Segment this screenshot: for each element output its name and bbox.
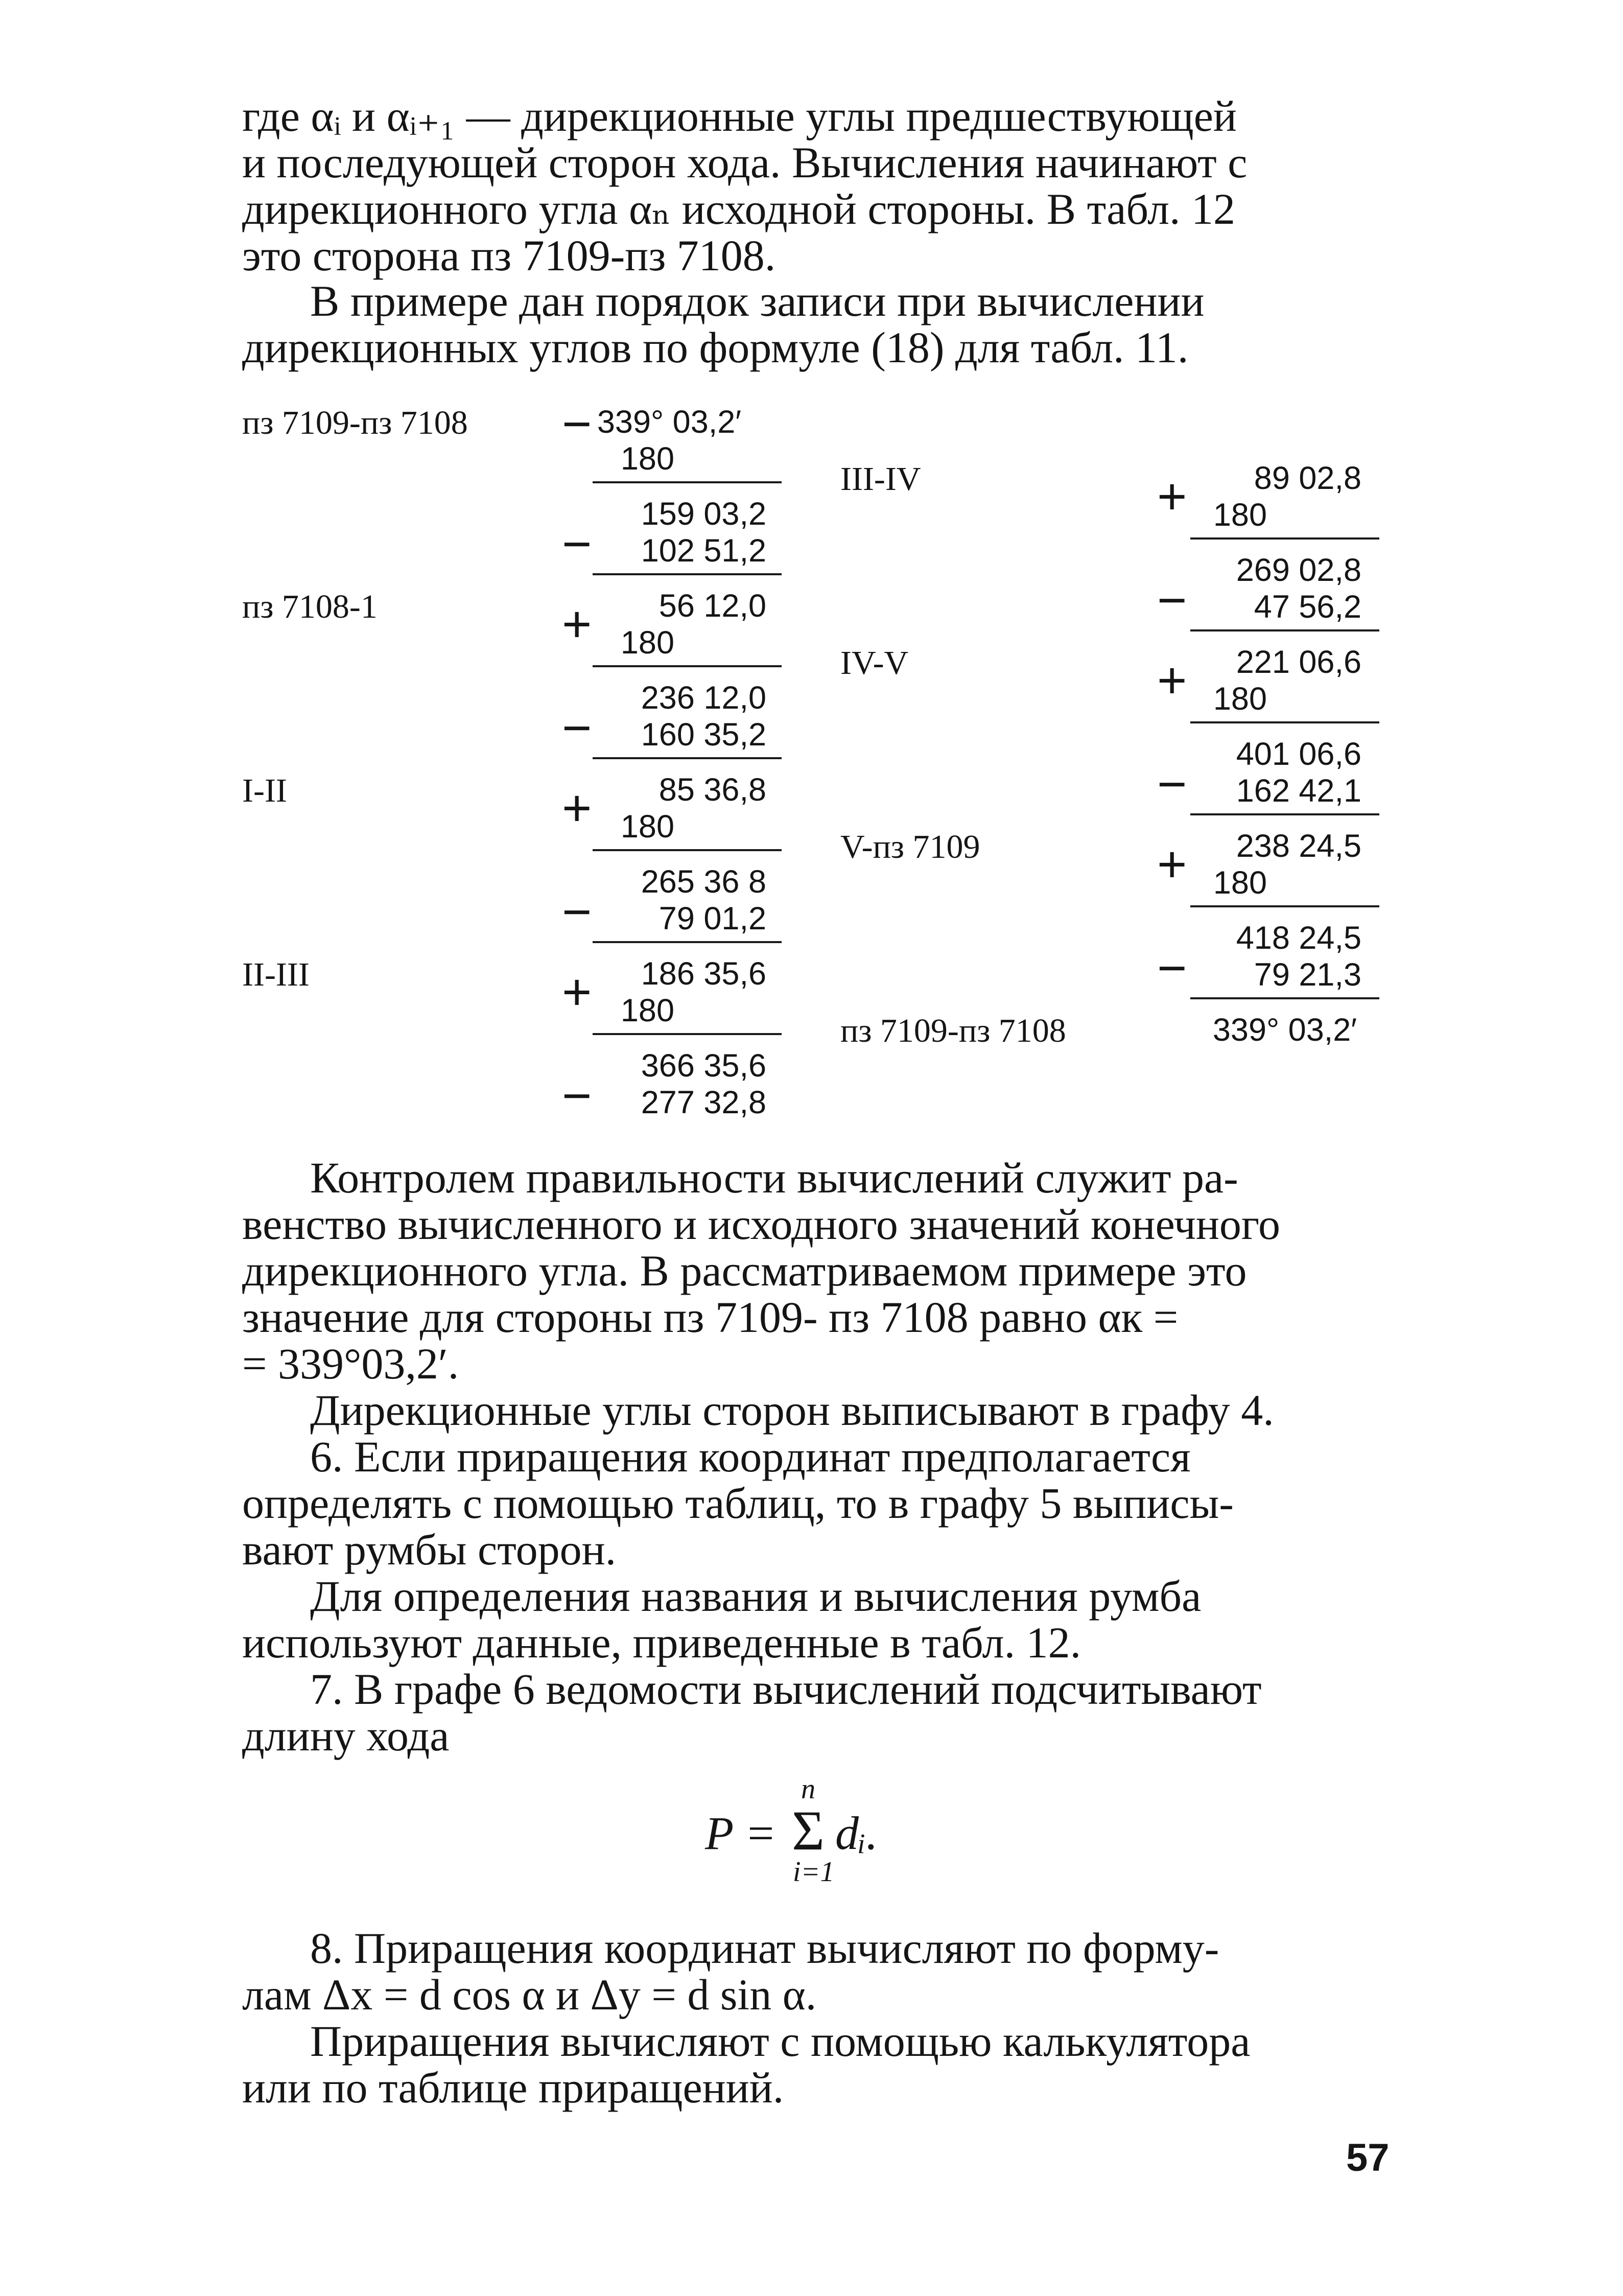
sum-rule	[593, 1033, 782, 1035]
side-label: V-пз 7109	[840, 828, 980, 865]
sum-rule	[593, 573, 782, 575]
minus-sign: −	[562, 395, 592, 453]
sum-rule	[593, 481, 782, 483]
minus-sign: −	[1157, 756, 1187, 813]
formula-lhs: P =	[705, 1807, 777, 1859]
formula-lower-limit: i=1	[793, 1856, 835, 1888]
calc-value: 85 36,8	[658, 772, 766, 808]
calc-value: 366 35,6	[641, 1048, 766, 1084]
calc-value: 160 35,2	[641, 717, 766, 753]
calc-value: 401 06,6	[1236, 736, 1361, 772]
text-line: 8. Приращения координат вычисляют по форму-	[310, 1924, 1219, 1973]
plus-sign: +	[562, 964, 592, 1021]
side-label: пз 7109-пз 7108	[242, 404, 468, 441]
text-line: лам Δx = d cos α и Δy = d sin α.	[242, 1970, 817, 2019]
calc-value: 180	[620, 993, 674, 1028]
sum-rule	[1190, 721, 1379, 723]
text-line: 6. Если приращения координат предполагается	[310, 1432, 1191, 1481]
increments-paragraph	[242, 1925, 1389, 2111]
text-line: дирекционного угла αₙ исходной стороны. В табл. 12	[242, 184, 1235, 233]
calc-value: 79 21,3	[1254, 957, 1361, 993]
minus-sign: −	[562, 516, 592, 573]
text-line: дирекционных углов по формуле (18) для табл. 11.	[242, 323, 1189, 372]
calc-value: 180	[1213, 497, 1267, 533]
side-label: IV-V	[840, 644, 909, 682]
text-line: или по таблице приращений.	[242, 2063, 784, 2112]
plus-sign: +	[1157, 468, 1187, 525]
sigma-symbol: Σ	[792, 1799, 825, 1862]
sum-rule	[593, 757, 782, 759]
minus-sign: −	[1157, 572, 1187, 629]
sum-rule	[1190, 997, 1379, 999]
text-line: вают румбы сторон.	[242, 1525, 617, 1574]
minus-sign: −	[1157, 940, 1187, 997]
calc-value: 180	[620, 441, 674, 477]
sum-rule	[593, 665, 782, 667]
calc-value: 162 42,1	[1236, 773, 1361, 809]
calc-value: 339° 03,2′	[597, 404, 742, 440]
calc-value: 180	[620, 625, 674, 661]
page-number: 57	[1346, 2136, 1390, 2180]
text-line: дирекционного угла. В рассматриваемом примере это	[242, 1246, 1247, 1295]
calc-value: 236 12,0	[641, 680, 766, 716]
calc-value: 102 51,2	[641, 533, 766, 569]
side-label: пз 7109-пз 7108	[840, 1012, 1066, 1049]
calc-value: 269 02,8	[1236, 552, 1361, 588]
sum-rule	[1190, 813, 1379, 815]
sum-rule	[1190, 905, 1379, 907]
text-line: 7. В графе 6 ведомости вычислений подсчитывают	[310, 1665, 1262, 1714]
calc-value: 186 35,6	[641, 956, 766, 992]
calc-value: 221 06,6	[1236, 644, 1361, 680]
text-line: значение для стороны пз 7109- пз 7108 равно αк =	[242, 1293, 1179, 1342]
minus-sign: −	[562, 1067, 592, 1124]
sum-rule	[593, 941, 782, 943]
text-line: Контролем правильности вычислений служит ра-	[310, 1153, 1238, 1202]
side-label: пз 7108-1	[242, 588, 378, 625]
text-line: = 339°03,2′.	[242, 1339, 459, 1388]
calc-value: 180	[1213, 865, 1267, 901]
text-line: Для определения названия и вычисления румба	[310, 1572, 1202, 1621]
text-line: используют данные, приведенные в табл. 12.	[242, 1618, 1081, 1667]
calc-value: 79 01,2	[658, 901, 766, 936]
text-line: и последующей сторон хода. Вычисления начинают с	[242, 138, 1248, 187]
calc-value: 159 03,2	[641, 496, 766, 532]
formula-upper-limit: n	[801, 1773, 815, 1805]
sum-rule	[1190, 537, 1379, 540]
text-line: длину хода	[242, 1711, 450, 1760]
calc-value: 89 02,8	[1254, 460, 1361, 496]
calc-value: 56 12,0	[658, 588, 766, 624]
formula-rhs: dᵢ.	[835, 1807, 878, 1859]
plus-sign: +	[1157, 836, 1187, 893]
text-line: В примере дан порядок записи при вычислении	[310, 276, 1205, 325]
calc-value: 47 56,2	[1254, 589, 1361, 625]
side-label: III-IV	[840, 460, 921, 498]
calc-final-value: 339° 03,2′	[1212, 1012, 1357, 1048]
sum-rule	[593, 849, 782, 851]
calc-value: 238 24,5	[1236, 828, 1361, 864]
plus-sign: +	[562, 780, 592, 837]
text-line: где αᵢ и αᵢ₊₁ — дирекционные углы предшествующей	[242, 91, 1237, 140]
text-line: определять с помощью таблиц, то в графу 5 выписы-	[242, 1479, 1234, 1528]
minus-sign: −	[562, 883, 592, 941]
text-line: Дирекционные углы сторон выписывают в графу 4.	[310, 1386, 1274, 1435]
calc-value: 180	[620, 809, 674, 845]
control-paragraph	[242, 1155, 1389, 1759]
text-line: это сторона пз 7109-пз 7108.	[242, 231, 776, 280]
side-label: II-III	[242, 956, 310, 993]
text-line: Приращения вычисляют с помощью калькулятора	[310, 2017, 1251, 2066]
plus-sign: +	[562, 596, 592, 653]
text-line: венство вычисленного и исходного значений конечного	[242, 1200, 1281, 1249]
minus-sign: −	[562, 699, 592, 757]
calc-value: 277 32,8	[641, 1085, 766, 1120]
calc-value: 180	[1213, 681, 1267, 717]
perimeter-formula	[705, 1773, 971, 1888]
calc-value: 265 36 8	[641, 864, 766, 900]
side-label: I-II	[242, 772, 287, 809]
sum-rule	[1190, 629, 1379, 631]
calc-value: 418 24,5	[1236, 920, 1361, 956]
plus-sign: +	[1157, 652, 1187, 709]
